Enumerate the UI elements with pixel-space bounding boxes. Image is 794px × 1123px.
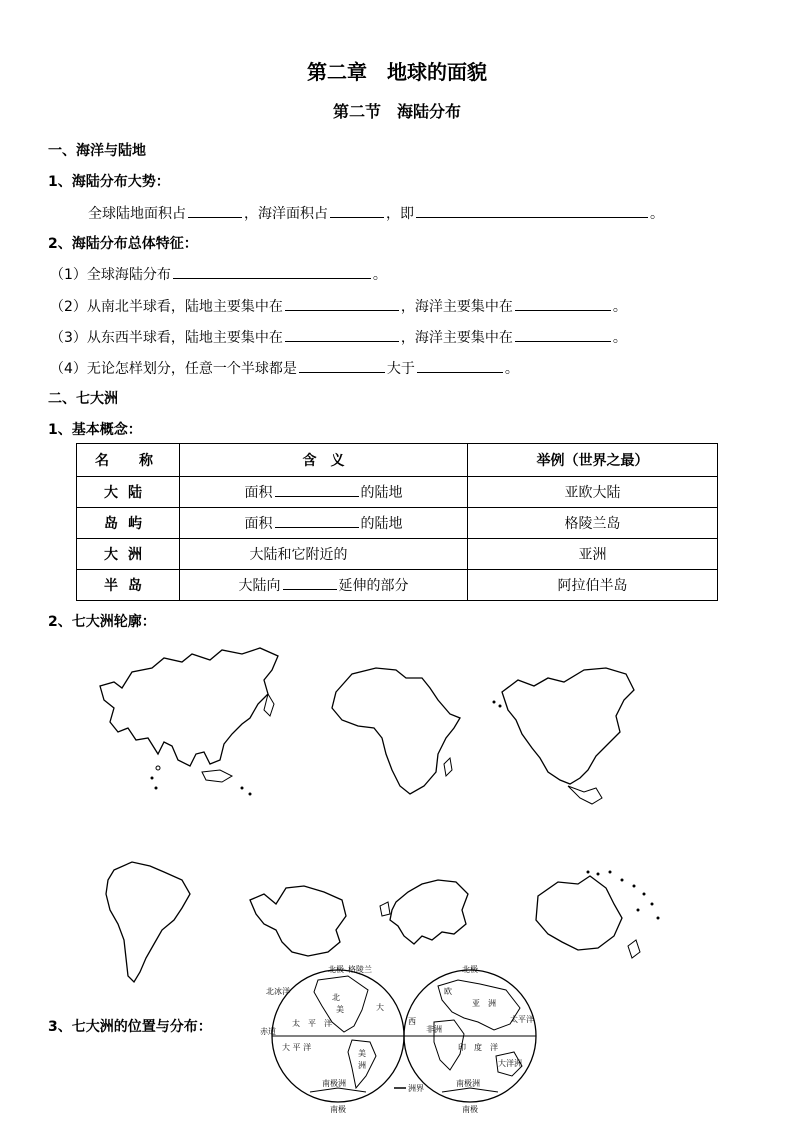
- label-asia: 亚 洲: [472, 999, 496, 1008]
- label-south-pole-e: 南极: [462, 1105, 478, 1114]
- heading-ocean-land: 一、海洋与陆地: [48, 143, 146, 159]
- trend-text-b: ，海洋面积占: [244, 206, 328, 222]
- europe-outline-map: [376, 874, 472, 954]
- feature-4-end: 。: [504, 361, 519, 377]
- meaning-text: 的陆地: [360, 485, 403, 501]
- meaning-text: 的陆地: [360, 516, 403, 532]
- blank-feature-3-ocean[interactable]: [515, 327, 611, 342]
- label-north-pole-e: 北极: [462, 965, 478, 974]
- feature-2-end: 。: [612, 299, 627, 315]
- blank-continent-size[interactable]: [275, 482, 359, 497]
- table-header-row: [77, 444, 718, 477]
- feature-line-1: [50, 264, 387, 284]
- label-africa: 非洲: [426, 1025, 442, 1034]
- blank-island-size[interactable]: [275, 513, 359, 528]
- label-arctic: 北冰洋: [266, 987, 290, 996]
- blank-feature-2-ocean[interactable]: [515, 296, 611, 311]
- table-cell-meaning: [180, 508, 468, 539]
- chapter-title: 第二章 地球的面貌: [307, 60, 487, 84]
- feature-1-text: （1）全球海陆分布: [50, 267, 171, 283]
- meaning-text: 延伸的部分: [338, 578, 409, 594]
- asia-outline-map: [92, 642, 284, 802]
- label-pacific-south: 大 平 洋: [282, 1043, 312, 1052]
- table-header: 举例（世界之最）: [468, 444, 718, 477]
- blank-summary[interactable]: [416, 203, 648, 218]
- label-oceania: 大洋洲: [498, 1059, 522, 1068]
- table-row: [77, 508, 718, 539]
- label-sub-w: 洲: [358, 1061, 366, 1070]
- meaning-text: 大陆和它附近的: [249, 547, 348, 563]
- label-equator: 赤道: [260, 1027, 276, 1036]
- oceania-outline-map: [518, 866, 666, 966]
- label-america-north: 美: [336, 1005, 344, 1014]
- label-america-south: 美: [358, 1049, 366, 1058]
- hemispheres-map: [258, 960, 548, 1116]
- feature-line-2: [50, 296, 627, 316]
- heading-basic-concepts: 1、基本概念：: [48, 422, 142, 438]
- africa-outline-map: [326, 662, 466, 802]
- table-cell-example: 格陵兰岛: [468, 508, 718, 539]
- label-ocean-w: 西: [408, 1017, 416, 1026]
- meaning-text: 面积: [244, 485, 273, 501]
- label-atlantic-w: 大: [376, 1003, 384, 1012]
- feature-1-end: 。: [372, 267, 387, 283]
- label-pacific: 太 平 洋: [292, 1019, 332, 1028]
- table-cell-name: 岛屿: [77, 508, 180, 539]
- heading-continent-distribution: 3、七大洲的位置与分布：: [48, 1019, 212, 1035]
- feature-line-3: [50, 327, 627, 347]
- label-boundary: 洲界: [408, 1084, 424, 1093]
- feature-3-mid: ，海洋主要集中在: [400, 330, 513, 346]
- table-cell-name: 大陆: [77, 477, 180, 508]
- table-cell-name: 大洲: [77, 539, 180, 570]
- label-north: 北: [332, 993, 340, 1002]
- south-america-outline-map: [98, 858, 198, 988]
- feature-line-4: [50, 358, 519, 378]
- label-antarctic-e: 南极洲: [456, 1079, 480, 1088]
- blank-land-ratio[interactable]: [188, 203, 242, 218]
- blank-feature-1[interactable]: [173, 264, 371, 279]
- heading-seven-continents: 二、七大洲: [48, 391, 118, 407]
- table-cell-example: 阿拉伯半岛: [468, 570, 718, 601]
- label-indian: 印 度 洋: [458, 1043, 498, 1052]
- table-cell-meaning: [180, 477, 468, 508]
- blank-feature-4-b[interactable]: [417, 358, 503, 373]
- label-antarctic-w: 南极洲: [322, 1079, 346, 1088]
- antarctica-outline-map: [246, 882, 350, 962]
- table-cell-example: 亚欧大陆: [468, 477, 718, 508]
- label-greenland: 格陵兰: [348, 965, 372, 974]
- blank-feature-4-a[interactable]: [299, 358, 385, 373]
- section-title: 第二节 海陆分布: [332, 102, 461, 121]
- trend-text-c: ，即: [386, 206, 414, 222]
- trend-text-d: 。: [650, 206, 664, 222]
- table-row: [77, 477, 718, 508]
- table-cell-name: 半岛: [77, 570, 180, 601]
- table-row: [77, 539, 718, 570]
- table-cell-meaning: [180, 570, 468, 601]
- table-cell-example: 亚洲: [468, 539, 718, 570]
- meaning-text: 面积: [244, 516, 273, 532]
- table-header: 名 称: [77, 444, 180, 477]
- feature-4-text: （4）无论怎样划分，任意一个半球都是: [50, 361, 297, 377]
- blank-feature-3-land[interactable]: [285, 327, 399, 342]
- heading-overall-features: 2、海陆分布总体特征：: [48, 236, 198, 252]
- meaning-text: 大陆向: [238, 578, 281, 594]
- heading-distribution-trend: 1、海陆分布大势：: [48, 174, 170, 190]
- label-south-pole-w: 南极: [330, 1105, 346, 1114]
- blank-peninsula-direction[interactable]: [283, 575, 337, 590]
- table-header: 含 义: [180, 444, 468, 477]
- north-america-outline-map: [488, 660, 642, 810]
- feature-3-text: （3）从东西半球看，陆地主要集中在: [50, 330, 283, 346]
- feature-2-text: （2）从南北半球看，陆地主要集中在: [50, 299, 283, 315]
- feature-2-mid: ，海洋主要集中在: [400, 299, 513, 315]
- label-pacific-e: 太平洋: [510, 1015, 534, 1024]
- concepts-table: [76, 443, 718, 601]
- label-europe: 欧: [444, 987, 452, 996]
- heading-continent-outlines: 2、七大洲轮廓：: [48, 614, 156, 630]
- table-cell-meaning: [180, 539, 468, 570]
- trend-text-a: 全球陆地面积占: [88, 206, 186, 222]
- blank-feature-2-land[interactable]: [285, 296, 399, 311]
- blank-ocean-ratio[interactable]: [330, 203, 384, 218]
- feature-4-mid: 大于: [386, 361, 415, 377]
- trend-line: [88, 203, 664, 223]
- feature-3-end: 。: [612, 330, 627, 346]
- label-north-pole-w: 北极: [328, 965, 344, 974]
- table-row: [77, 570, 718, 601]
